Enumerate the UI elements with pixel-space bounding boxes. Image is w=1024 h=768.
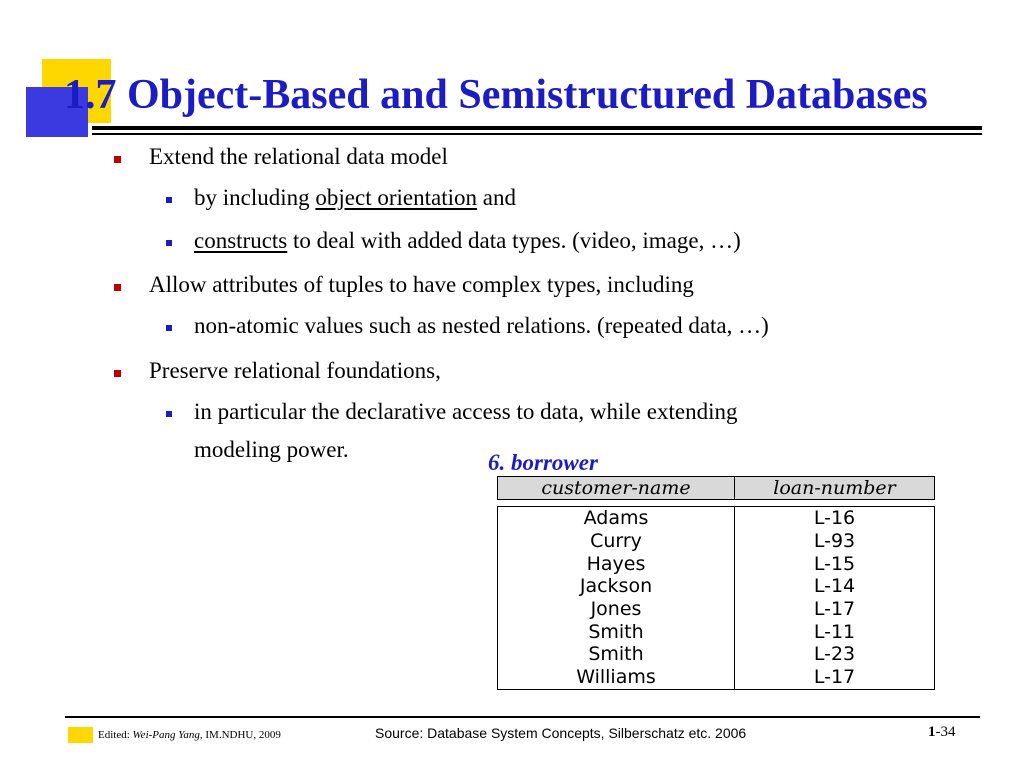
loan-number-cell: L-14 bbox=[735, 575, 935, 598]
bullet-item: Extend the relational data model bbox=[149, 144, 448, 169]
slide-title: 1.7 Object-Based and Semistructured Databases bbox=[64, 72, 928, 118]
table-row bbox=[498, 530, 935, 553]
table-gap bbox=[498, 500, 935, 507]
borrower-table bbox=[497, 476, 935, 690]
table-row bbox=[498, 598, 935, 621]
bullet-item: Allow attributes of tuples to have complex types, including bbox=[149, 272, 694, 297]
bullet-subitem bbox=[194, 227, 741, 255]
loan-number-cell: L-93 bbox=[735, 530, 935, 553]
customer-name-cell: Jones bbox=[498, 598, 735, 621]
customer-name-cell: Williams bbox=[498, 666, 735, 689]
customer-name-cell: Hayes bbox=[498, 552, 735, 575]
bullet-subitem-continuation: modeling power. bbox=[194, 437, 349, 462]
underlined-term: object orientation bbox=[315, 185, 477, 210]
footer-source: Source: Database System Concepts, Silberschatz etc. 2006 bbox=[375, 725, 747, 741]
footer-author: Wei-Pang Yang, bbox=[132, 729, 203, 741]
bullet-subitem: in particular the declarative access to data, while extending bbox=[194, 399, 738, 424]
chapter-number: 1 bbox=[928, 724, 936, 740]
bullet-item: Preserve relational foundations, bbox=[149, 358, 441, 383]
slide-number: -34 bbox=[935, 724, 956, 740]
customer-name-cell: Smith bbox=[498, 643, 735, 666]
footer-org: IM.NDHU, 2009 bbox=[202, 729, 281, 741]
loan-number-cell: L-17 bbox=[735, 666, 935, 689]
footer-edited-label: Edited: bbox=[98, 729, 133, 741]
underlined-term: constructs bbox=[194, 228, 288, 253]
customer-name-cell: Adams bbox=[498, 507, 735, 530]
table-row bbox=[498, 552, 935, 575]
table-row bbox=[498, 620, 935, 643]
bullet-square-icon bbox=[166, 197, 172, 203]
bullet-text: and bbox=[476, 185, 516, 210]
bullet-text: by including bbox=[194, 185, 316, 210]
bullet-square-icon bbox=[114, 156, 121, 163]
loan-number-cell: L-23 bbox=[735, 643, 935, 666]
table-header-row bbox=[498, 477, 935, 500]
table-caption: 6. borrower bbox=[488, 450, 598, 475]
customer-name-cell: Jackson bbox=[498, 575, 735, 598]
bullet-square-icon bbox=[166, 411, 172, 417]
customer-name-cell: Curry bbox=[498, 530, 735, 553]
bullet-text: to deal with added data types. (video, image, …) bbox=[287, 228, 741, 253]
footer-yellow-box bbox=[68, 727, 93, 743]
loan-number-cell: L-11 bbox=[735, 620, 935, 643]
bullet-subitem bbox=[194, 184, 516, 212]
column-header-customer-name: customer-name bbox=[498, 477, 735, 500]
bullet-square-icon bbox=[166, 240, 172, 246]
loan-number-cell: L-15 bbox=[735, 552, 935, 575]
loan-number-cell: L-17 bbox=[735, 598, 935, 621]
page-number bbox=[928, 724, 956, 741]
table-row bbox=[498, 575, 935, 598]
customer-name-cell: Smith bbox=[498, 620, 735, 643]
column-header-loan-number: loan-number bbox=[735, 477, 935, 500]
bullet-subitem: non-atomic values such as nested relations. (repeated data, …) bbox=[194, 313, 769, 338]
bullet-square-icon bbox=[114, 370, 121, 377]
table-row bbox=[498, 666, 935, 689]
bullet-square-icon bbox=[166, 325, 172, 331]
loan-number-cell: L-16 bbox=[735, 507, 935, 530]
table-row bbox=[498, 507, 935, 530]
bullet-square-icon bbox=[114, 284, 121, 291]
footer-rule bbox=[65, 716, 980, 718]
footer-edited-by bbox=[98, 729, 281, 741]
table-row bbox=[498, 643, 935, 666]
